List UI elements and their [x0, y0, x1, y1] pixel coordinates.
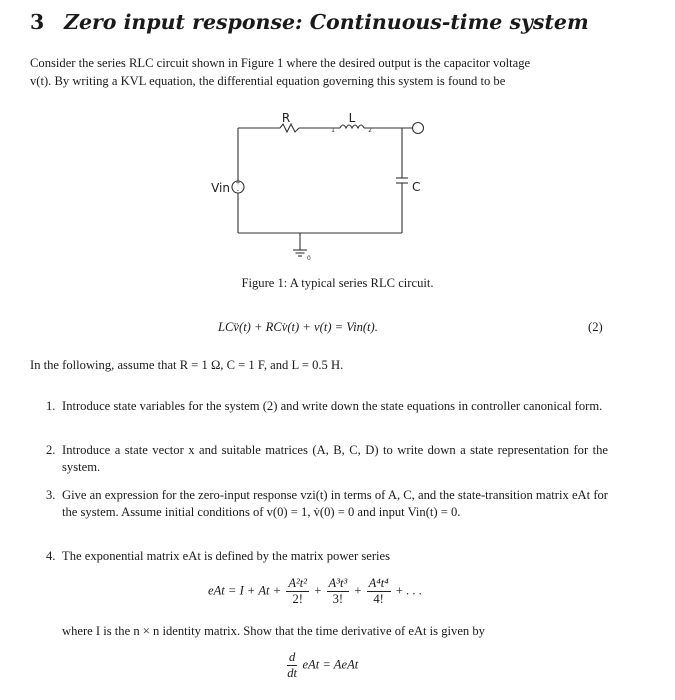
term-2-numerator: A²t²	[288, 576, 308, 590]
inductor-symbol	[340, 125, 364, 128]
derivative-equation	[285, 650, 358, 681]
source-minus-sign: -	[236, 187, 240, 195]
section-title: Zero input response: Continuous-time system	[64, 10, 589, 34]
equation-2-number: (2)	[588, 320, 603, 334]
section-heading	[30, 10, 589, 34]
figure-caption: Figure 1: A typical series RLC circuit.	[241, 276, 434, 290]
term-4-fraction	[367, 576, 391, 607]
inductor-label: L	[348, 111, 356, 125]
equation-2: LCv̈(t) + RCv̇(t) + v(t) = Vin(t).	[218, 320, 378, 334]
list-item-text: The exponential matrix eAt is defined by the matrix power series	[62, 549, 391, 563]
node-2-label: 2	[368, 127, 372, 134]
ground-label: 0	[307, 255, 311, 262]
derivative-rest: eAt = AeAt	[302, 657, 359, 672]
term-3-fraction	[327, 576, 350, 607]
source-label: Vin	[211, 181, 230, 195]
source-plus-sign: +	[235, 179, 241, 187]
list-item-number: 1.	[46, 399, 56, 413]
term-2-fraction	[286, 576, 309, 607]
assumption-text: In the following, assume that R = 1 Ω, C = 1 F, and L = 0.5 H.	[30, 358, 344, 372]
list-item-text: Introduce state variables for the system (2) and write down the state equations in controller canonical form.	[62, 399, 603, 413]
series-tail: + . . .	[395, 583, 422, 598]
list-item-number: 4.	[46, 549, 56, 563]
intro-line-1: Consider the series RLC circuit shown in Figure 1 where the desired output is the capacitor voltage	[30, 56, 531, 70]
term-3-numerator: A³t³	[328, 576, 348, 590]
list-item-text: Introduce a state vector x and suitable matrices (A, B, C, D) to write down a state representation for the system.	[62, 443, 608, 474]
output-terminal	[413, 123, 424, 134]
term-2-denominator: 2!	[292, 592, 303, 606]
derivative-fraction	[287, 650, 297, 681]
resistor-symbol	[280, 124, 299, 132]
list-item	[46, 398, 608, 415]
rlc-circuit-diagram	[190, 108, 450, 278]
list-item-text: Give an expression for the zero-input response vzi(t) in terms of A, C, and the state-transition matrix eAt for the system. Assume initial conditions of v(0) = 1, v̇(0) = 0 and input Vin(t) = 0.	[62, 488, 608, 519]
term-4-numerator: A⁴t⁴	[368, 576, 389, 590]
capacitor-label: C	[412, 180, 421, 194]
section-number: 3	[30, 10, 45, 34]
derivative-denominator: dt	[287, 666, 298, 680]
node-1-label: 1	[331, 127, 335, 134]
list-item	[46, 487, 608, 521]
series-lhs: eAt = I + At +	[208, 583, 282, 598]
intro-paragraph	[30, 54, 642, 90]
intro-line-2: v(t). By writing a KVL equation, the differential equation governing this system is found to be	[30, 74, 506, 88]
resistor-label: R	[281, 111, 291, 125]
term-3-denominator: 3!	[332, 592, 344, 606]
list-item	[46, 548, 608, 565]
list-item	[46, 442, 608, 476]
term-4-denominator: 4!	[373, 592, 384, 606]
series-equation: eAt = I + At + $\frac{\text{A²t²}}{2!}$ + $\frac{\text{A³t³}}{3!}$ + $\frac{\text{A⁴t⁴}}{4!}$ + . . .	[208, 576, 422, 606]
identity-text: where I is the n × n identity matrix. Show that the time derivative of eAt is given by	[62, 624, 485, 638]
list-item-number: 3.	[46, 488, 56, 502]
list-item-number: 2.	[46, 443, 56, 457]
derivative-numerator: d	[289, 650, 296, 664]
